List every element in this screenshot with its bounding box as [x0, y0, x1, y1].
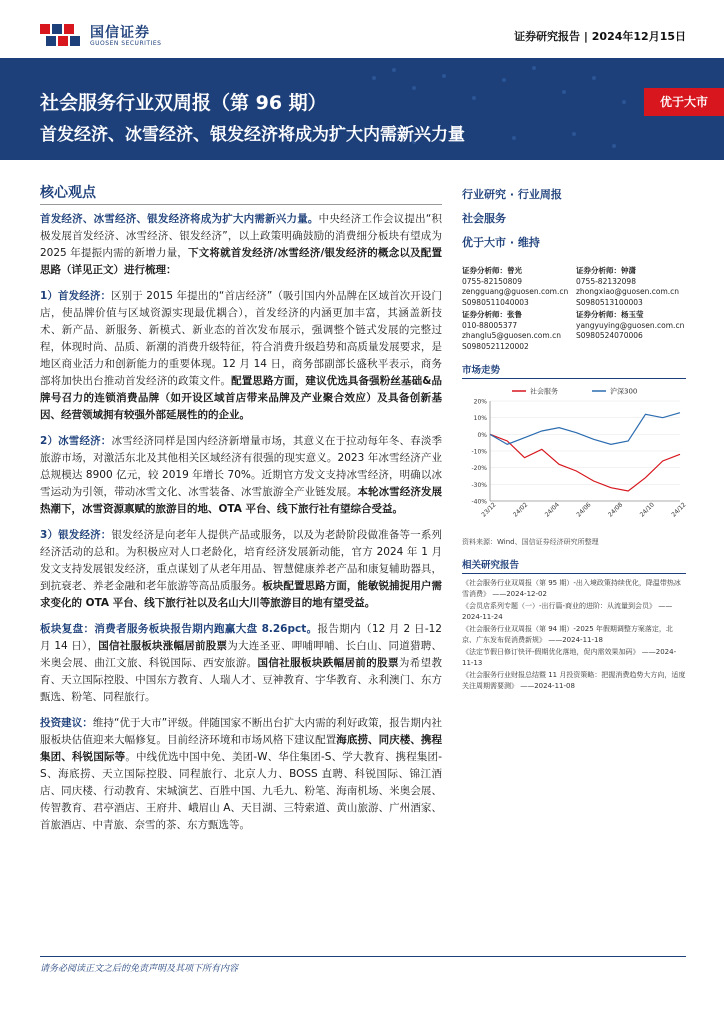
paragraph-review: [40, 621, 442, 706]
top-bar: [0, 0, 724, 58]
first-launch-text: 区别于 2015 年提出的“首店经济”（吸引国内外品牌在区域首次开设门店，使品牌价值与区域资源实现最优耦合），首发经济的内涵更加丰富，其涵盖新技术、新产品、新服务、新模式、新业态的首次发布展示，强调整个链式发展的完整过程，体现时尚、品质、新潮的消费升级特征，符合消费升级趋势和高质量发展要求，是地区商业活力和创新能力的重要体现。12 月 14 日，商务部副部长盛秋平表示，商务部将加快出台推动首发经济的政策文件。: [40, 290, 442, 387]
advice-list: 。中线优选中国中免、美团-W、华住集团-S、学大教育、携程集团-S、海底捞、天立国际控股、同程旅行、北京人力、BOSS 直聘、科锐国际、锦江酒店、同庆楼、行动教育、宋城演艺、百胜中国、九毛九、粉笔、海南机场、米奥会展、传智教育、君亭酒店、王府井、峨眉山 A、天目湖、三特索道、黄山旅游、广州酒家、首旅酒店、中青旅、奈雪的茶、东方甄选等。: [40, 751, 443, 831]
title-banner: [0, 58, 724, 160]
silver-text: 银发经济是向老年人提供产品或服务，以及为老龄阶段做准备等一系列经济活动的总和。为积极应对人口老龄化，培育经济发展新动能，官方 2024 年 1 月发文支持发展银发经济，重点谋划了从老年用品、智慧健康养老产品和康复辅助器具，到抗衰老、养老金融和老年旅游等高品质服务。: [40, 529, 442, 592]
heading-divider: [40, 204, 442, 205]
analyst-email[interactable]: zhanglu5@guosen.com.cn: [462, 331, 561, 340]
chart-y-tick-label: 10%: [473, 415, 487, 423]
report-subtitle: 首发经济、冰雪经济、银发经济将成为扩大内需新兴力量: [40, 125, 465, 145]
logo-subtitle: GUOSEN SECURITIES: [90, 40, 162, 47]
analyst-cert: S0980521120002: [462, 341, 529, 351]
chart-x-tick-label: 24/04: [543, 501, 561, 519]
analyst-name: 钟潇: [621, 266, 636, 275]
related-reports-divider: [462, 573, 686, 574]
chart-x-tick-label: 24/08: [607, 501, 625, 519]
logo-name: 国信证券: [90, 25, 150, 41]
sidebar-industry: 社会服务: [462, 212, 506, 225]
sidebar-category: 行业研究 · 行业周报: [462, 188, 562, 201]
chart-y-tick-label: -20%: [471, 465, 487, 473]
analyst-name: 张鲁: [507, 310, 522, 319]
chart-y-tick-label: -40%: [471, 498, 487, 506]
analyst-cert: S0980524070006: [576, 331, 643, 340]
ice-snow-label: 2）冰雪经济：: [40, 435, 112, 447]
chart-y-tick-label: -10%: [471, 448, 487, 456]
core-view-heading: 核心观点: [40, 185, 96, 201]
intro-text: 中央经济工作会议提出“积极发展首发经济、冰雪经济、银发经济”，以上政策明确鼓励的消费细分板块有望成为 2025 年提振内需的新增力量，: [40, 213, 442, 259]
analyst-email[interactable]: zengguang@guosen.com.cn: [462, 287, 569, 296]
footer-disclaimer: 请务必阅读正文之后的免责声明及其项下所有内容: [40, 964, 239, 974]
market-trend-chart: [462, 383, 686, 531]
related-report-item[interactable]: 《社会服务行业财报总结暨 11 月投资策略：把握消费趋势大方向，适度关注周期需要测》 ——2024-11-08: [462, 671, 686, 690]
chart-series-line: [490, 434, 680, 491]
review-bold-losers: 国信社服板块跌幅居前的股票: [257, 657, 399, 669]
review-losers: 为希望教育、天立国际控股、中国东方教育、人瑞人才、豆神教育、宇华教育、永利澳门、东方甄选、粉笔、同程旅行。: [40, 657, 442, 703]
first-launch-bold: 配置思路方面，建议优选具备强粉丝基础&品牌号召力的连锁消费品牌（如开设区域首店带来品牌及产业聚合效应）及具备创新基因、经营领域拥有较强外部延展性的的企业。: [40, 375, 443, 421]
analyst-cert: S0980511040003: [462, 297, 529, 307]
paragraph-intro: [40, 211, 442, 279]
analyst-email[interactable]: yangyuying@guosen.com.cn: [576, 320, 685, 330]
silver-label: 3）银发经济：: [40, 529, 112, 541]
report-date: 2024年12月15日: [591, 30, 686, 43]
analyst-name: 杨玉莹: [621, 310, 644, 319]
chart-y-tick-label: 20%: [473, 398, 487, 406]
analyst-phone: 0755-82150809: [462, 276, 522, 286]
sidebar-rating: 优于大市 · 维持: [462, 236, 540, 249]
analyst-role-line: 证券分析师：曾光: [462, 266, 522, 275]
paragraph-ice-snow: [40, 433, 442, 518]
market-trend-divider: [462, 378, 686, 379]
ice-snow-text: 冰雪经济同样是国内经济新增量市场，其意义在于拉动每年冬、春淡季旅游市场，对激活东北及其他相关区域经济有很强的现实意义。2023 年冰雪经济产业总规模达 8900 亿元，较 2019 年增长 70%。近期官方发文支持冰雪经济，明确以冰雪运动为引领，带动冰雪文化、冰雪装备、冰雪旅游全产业链发展。: [40, 435, 442, 498]
market-trend-heading: 市场走势: [462, 365, 501, 376]
intro-bold: 下文将就首发经济/冰雪经济/银发经济的概念以及配置思路（详见正文）进行梳理：: [40, 247, 442, 276]
report-title: 社会服务行业双周报（第 96 期）: [40, 92, 327, 114]
analyst-card: [462, 310, 576, 352]
report-meta: [514, 28, 686, 44]
advice-bold: 海底捞、同庆楼、携程集团、科锐国际等: [40, 734, 443, 763]
chart-y-tick-label: 0%: [477, 431, 487, 439]
sidebar: [462, 186, 686, 693]
review-bold-gainers: 国信社服板块涨幅居前股票: [98, 640, 228, 652]
intro-highlight: 首发经济、冰雪经济、银发经济将成为扩大内需新兴力量。: [40, 213, 319, 225]
silver-bold: 板块配置思路方面，能敏锐捕捉用户需求变化的 OTA 平台、线下旅行社以及名山大川等旅游目的地有望受益。: [40, 580, 442, 609]
advice-text: 维持“优于大市”评级。伴随国家不断出台扩大内需的利好政策，报告期内社服板块估值迎来大幅修复。目前经济环境和市场风格下建议配置: [40, 717, 442, 746]
paragraph-silver: [40, 527, 442, 612]
analyst-phone: 010-88005377: [462, 320, 518, 330]
main-column: [40, 182, 442, 843]
analyst-name: 曾光: [507, 266, 522, 275]
chart-x-tick-label: 23/12: [480, 501, 498, 519]
advice-highlight: 投资建议：: [40, 717, 93, 729]
analyst-card: [462, 266, 576, 308]
paragraph-advice: [40, 715, 442, 834]
chart-source: 资料来源：Wind、国信证券经济研究所整理: [462, 538, 599, 546]
review-gainers: 为大连圣亚、呷哺呷哺、长白山、同道猎聘、米奥会展、曲江文旅、科锐国际、西安旅游。: [40, 640, 442, 669]
analyst-cert: S0980513100003: [576, 297, 643, 307]
analyst-role-line: 证券分析师：杨玉莹: [576, 310, 644, 319]
first-launch-label: 1）首发经济：: [40, 290, 112, 302]
analyst-card: [576, 266, 686, 308]
chart-x-tick-label: 24/12: [670, 501, 686, 519]
related-reports-heading: 相关研究报告: [462, 560, 520, 571]
footer-divider: [40, 956, 686, 957]
chart-legend-label: 沪深300: [610, 387, 638, 396]
chart-x-tick-label: 24/06: [575, 501, 593, 519]
review-highlight: 板块复盘：消费者服务板块报告期内跑赢大盘 8.26pct。: [40, 623, 318, 635]
related-reports-list: [462, 578, 686, 691]
related-report-item[interactable]: 《会员店系列专题（一）-出行篇-商业的进阶：从流量到会员》 ——2024-11-24: [462, 602, 673, 621]
report-type: 证券研究报告: [514, 30, 581, 43]
chart-x-tick-label: 24/02: [512, 501, 530, 519]
analyst-role-line: 证券分析师：钟潇: [576, 266, 636, 275]
rating-badge: 优于大市: [644, 88, 724, 116]
ice-snow-bold: 本轮冰雪经济发展热潮下，冰雪资源禀赋的旅游目的地、OTA 平台、线下旅行社有望综合受益。: [40, 486, 443, 515]
analyst-card: [576, 310, 686, 352]
paragraph-first-launch: [40, 288, 442, 424]
related-report-item[interactable]: 《法定节假日修订快评-假期优化落地，促内需效果加码》 ——2024-11-13: [462, 648, 677, 667]
related-report-item[interactable]: 《社会服务行业双周报（第 94 期）-2025 年假期调整方案落定，北京、广东发布促消费新规》 ——2024-11-18: [462, 625, 673, 644]
related-report-item[interactable]: 《社会服务行业双周报（第 95 期）-出入境政策持续优化，降温带热冰雪消费》 ——2024-12-02: [462, 579, 681, 598]
chart-y-tick-label: -30%: [471, 481, 487, 489]
review-text: 报告期内（12 月 2 日-12 月 14 日），: [40, 623, 442, 652]
analyst-email[interactable]: zhongxiao@guosen.com.cn: [576, 287, 680, 296]
chart-x-tick-label: 24/10: [638, 501, 656, 519]
analyst-list: [462, 266, 686, 352]
meta-divider: |: [583, 30, 592, 43]
analyst-phone: 0755-82132098: [576, 276, 636, 286]
chart-series-line: [490, 413, 680, 445]
chart-legend-label: 社会服务: [530, 387, 558, 396]
analyst-role-line: 证券分析师：张鲁: [462, 310, 522, 319]
